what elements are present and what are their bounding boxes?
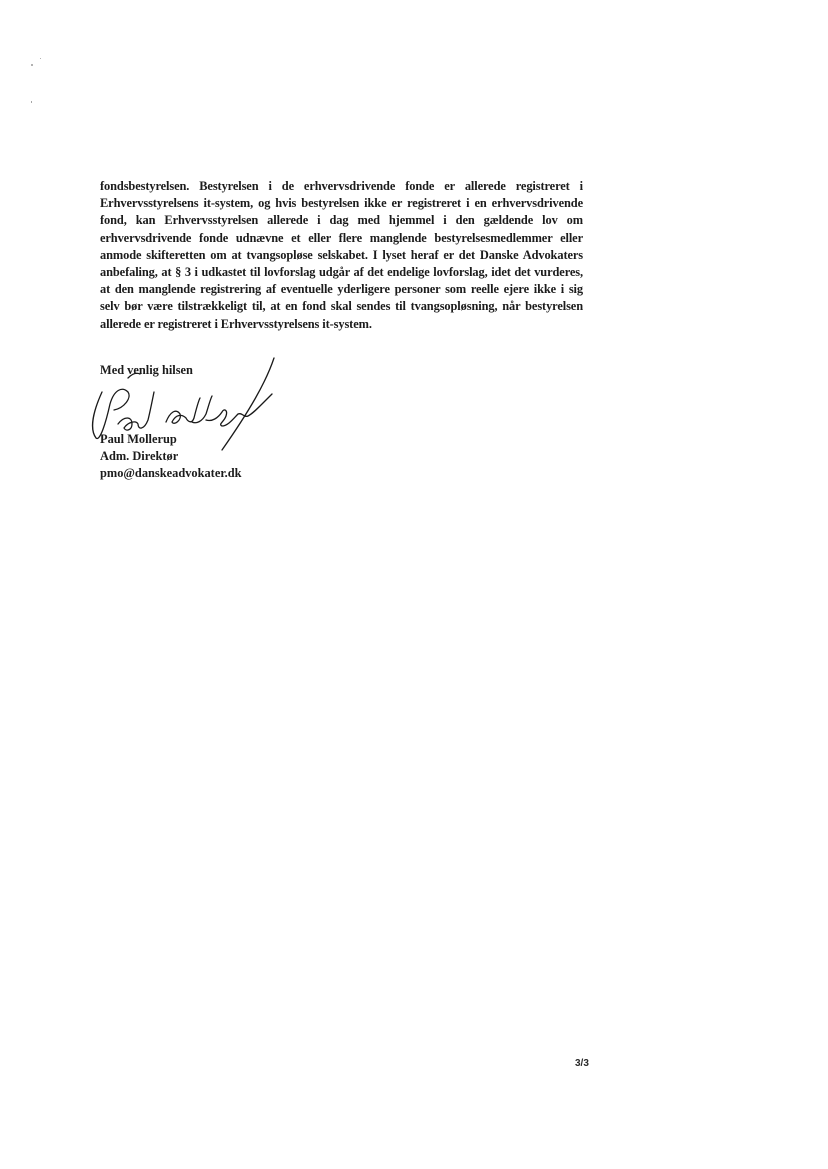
letter-closing: Med venlig hilsen	[100, 363, 193, 377]
scan-speck	[40, 58, 41, 59]
signatory-title: Adm. Direktør	[100, 449, 179, 463]
page-number: 3/3	[575, 1058, 589, 1069]
signatory-name: Paul Mollerup	[100, 432, 177, 446]
scan-speck	[31, 64, 33, 66]
letter-body-paragraph: fondsbestyrelsen. Bestyrelsen i de erhvervsdrivende fonde er allerede registreret i Erhvervsstyrelsens it-system, og hvis bestyrelsen ikke er registreret i en erhvervsdrivende fond, kan Erhvervsstyrelsen allerede i dag med hjemmel i den gældende lov om erhvervsdrivende fonde udnævne et eller flere manglende bestyrelsesmedlemmer eller anmode skifteretten om at tvangsopløse selskabet. I lyset heraf er det Danske Advokaters anbefaling, at § 3 i udkastet til lovforslag udgår af det endelige lovforslag, idet det vurderes, at den manglende registrering af eventuelle yderligere personer som reelle ejere ikke i sig selv bør være tilstrækkeligt til, at en fond skal sendes til tvangsopløsning, når bestyrelsen allerede er registreret i Erhvervsstyrelsens it-system.	[100, 179, 583, 331]
scan-speck	[31, 101, 32, 103]
signatory-email: pmo@danskeadvokater.dk	[100, 466, 242, 480]
signature-block	[100, 431, 242, 482]
